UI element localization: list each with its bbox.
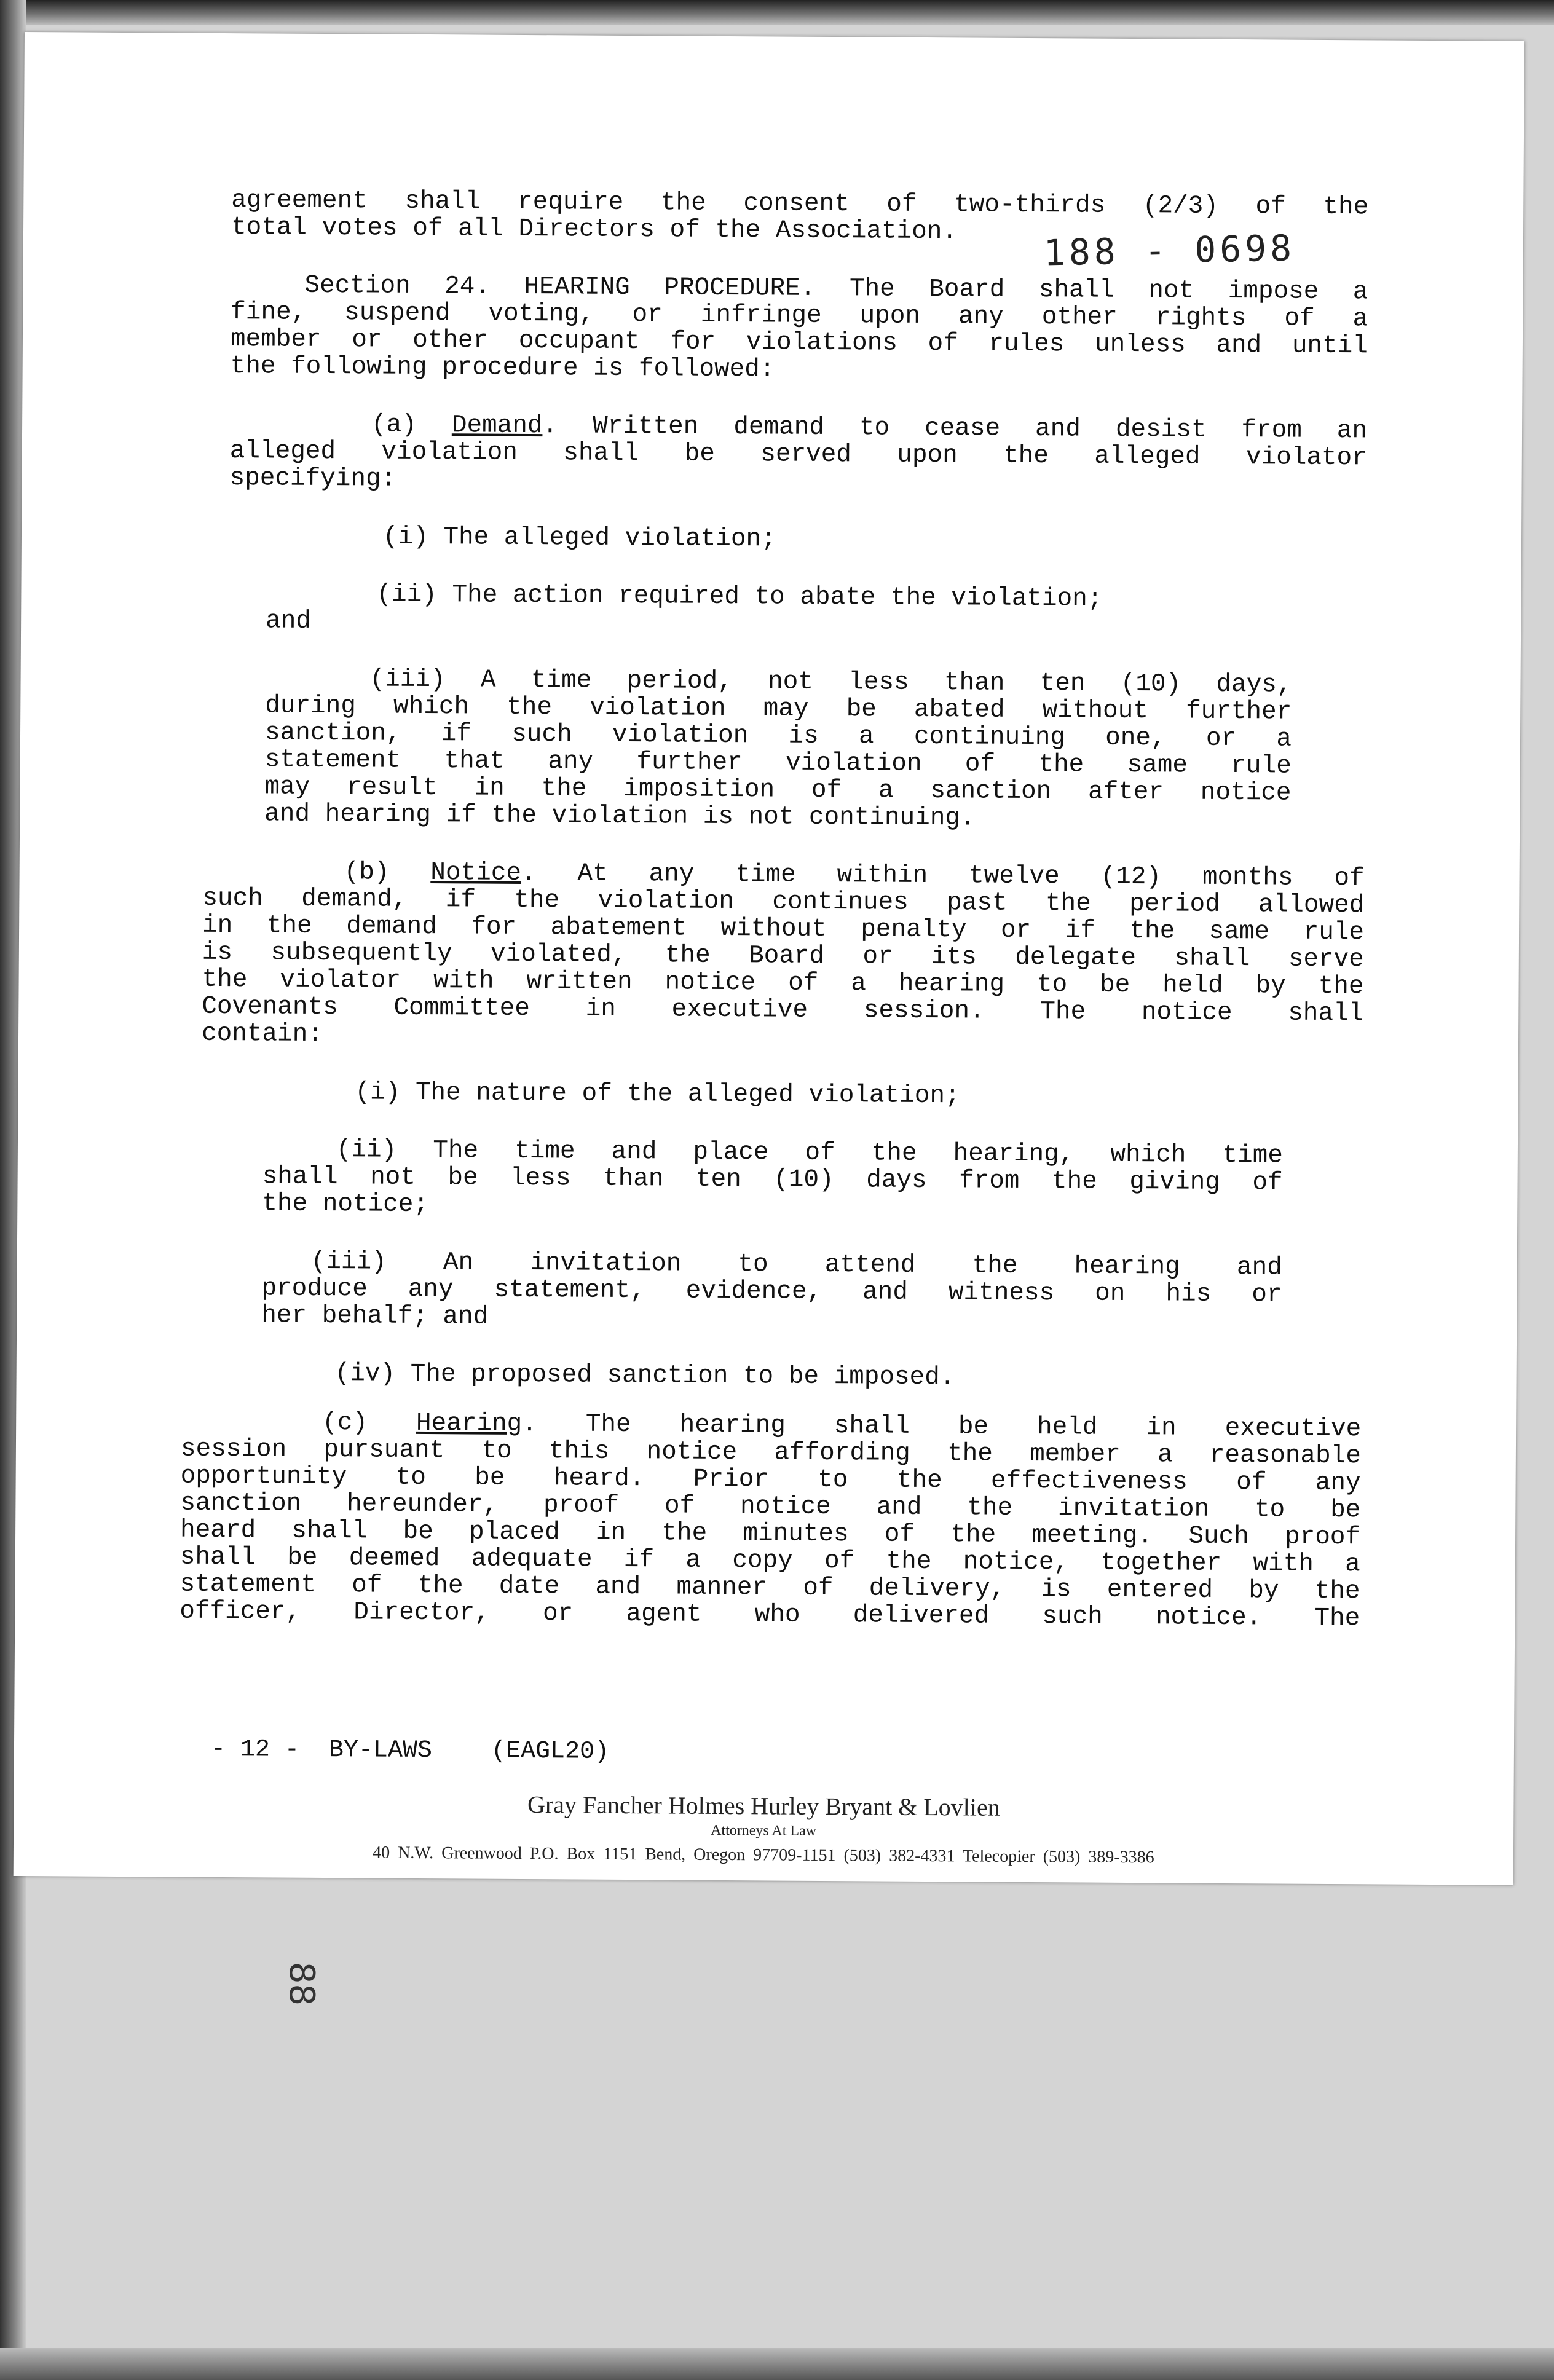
list-item [200,1248,1362,1336]
text-line: produce any statement, evidence, and witness on his or [261,1274,1282,1309]
text-line: session pursuant to this notice affording the member a reasonable [180,1435,1362,1471]
heading-hearing: Hearing [416,1409,523,1438]
list-item: and [266,607,312,636]
text-line: statement of the date and manner of delivery, is entered by the [179,1570,1360,1606]
page-footer: - 12 - BY-LAWS (EAGL20) [210,1735,610,1766]
heading-notice: Notice [430,859,522,888]
list-item [200,1136,1363,1224]
law-firm-letterhead [14,1787,1514,1870]
list-item: (i) The nature of the alleged violation; [355,1078,960,1111]
text-line: fine, suspend voting, or infringe upon any other rights of a [231,298,1368,334]
text-line: is subsequently violated, the Board or its delegate shall serve [202,938,1364,974]
text-line: shall be deemed adequate if a copy of the notice, together with a [179,1543,1360,1579]
list-item: (i) The alleged violation; [382,522,776,554]
scan-edge-top [0,0,1554,25]
text-line: total votes of all Directors of the Association. [231,213,958,246]
text-line: and hearing if the violation is not continuing. [264,800,976,833]
margin-mark: 88 [282,1961,322,2006]
subsection-demand: (a) Demand. Written demand to cease and desist from an [371,411,1368,446]
firm-name: Gray Fancher Holmes Hurley Bryant & Lovlien [527,1791,1000,1821]
text-line: sanction, if such violation is a continuing one, or a [264,719,1292,754]
text-line: heard shall be placed in the minutes of the meeting. Such proof [179,1516,1361,1552]
text-line: the following procedure is followed: [230,352,775,384]
text-line: alleged violation shall be served upon the alleged violator [229,437,1367,473]
firm-subtitle: Attorneys At Law [711,1822,817,1839]
text-line: in the demand for abatement without penalty or if the same rule [202,911,1365,947]
text-line: (ii) The time and place of the hearing, which time [336,1136,1284,1170]
list-item: (ii) The action required to abate the violation; [376,580,1103,613]
scan-edge-bottom [0,2348,1554,2380]
page-stamp: 188 - 0698 [1043,227,1296,274]
section-heading: Section 24. HEARING PROCEDURE. The Board shall not impose a [304,271,1368,307]
text-line: member or other occupant for violations of rules unless and until [230,325,1368,361]
subsection-notice: (b) Notice. At any time within twelve (12) months of such demand, if the violation continues past the period allowed in the demand for abatement without penalty or if the same rule is subsequently violated, the Board or its delegate shall serve the violator with written notice of a hearing to be held by the Covenants Committee in executive session. The notice shall contain: (i) The nature of the alleged violation; (ii) The time and place of the hearing, which time shall not be less than ten (10) days from the giving of the notice; (iii) An invitation to attend the hearing and produce any statement, evidence, and witness on his or her behalf; and (iv) The proposed sanction to be imposed. [200,858,1365,1394]
paper-page [14,32,1524,1885]
text-line: officer, Director, or agent who delivered such notice. The [179,1597,1360,1633]
text-line: such demand, if the violation continues past the period allowed [202,884,1365,920]
text-line: agreement shall require the consent of two-thirds (2/3) of the [231,186,1369,222]
text-line: her behalf; and [261,1301,489,1331]
subsection-hearing: (c) Hearing. The hearing shall be held in executive session pursuant to this notice affording the member a reasonable opportunity to be heard. Prior to the effectiveness of any sanction hereunder, proof of notice and the invitation to be heard shall be placed in the minutes of the meeting. Such proof shall be deemed adequate if a copy of the notice, together with a statement of the date and manner of delivery, is entered by the officer, Director, or agent who delivered such notice. The [179,1409,1362,1633]
text-line: statement that any further violation of the same rule [264,746,1292,781]
text-line: specifying: [229,464,396,494]
text-line: the violator with written notice of a hearing to be held by the [202,965,1364,1001]
text-line: opportunity to be heard. Prior to the effectiveness of any [180,1462,1361,1498]
text-line: during which the violation may be abated without further [265,692,1292,727]
heading-demand: Demand [451,411,543,441]
text-line: contain: [201,1019,323,1049]
text-line: (iii) A time period, not less than ten (10) days, [369,665,1292,699]
list-item: (iv) The proposed sanction to be imposed. [334,1360,955,1392]
text-line: may result in the imposition of a sanction after notice [264,773,1292,808]
text-line: Covenants Committee in executive session. The notice shall [202,992,1364,1028]
list-item [227,665,1366,834]
text-line: the notice; [262,1189,429,1220]
firm-address: 40 N.W. Greenwood P.O. Box 1151 Bend, Oregon 97709-1151 (503) 382-4331 Telecopier (503) 389-3386 [373,1843,1154,1867]
text-line: sanction hereunder, proof of notice and the invitation to be [180,1489,1361,1525]
document-body [179,186,1369,1633]
text-line: shall not be less than ten (10) days from the giving of [262,1162,1283,1197]
text-line: (iii) An invitation to attend the hearing and [310,1247,1282,1282]
